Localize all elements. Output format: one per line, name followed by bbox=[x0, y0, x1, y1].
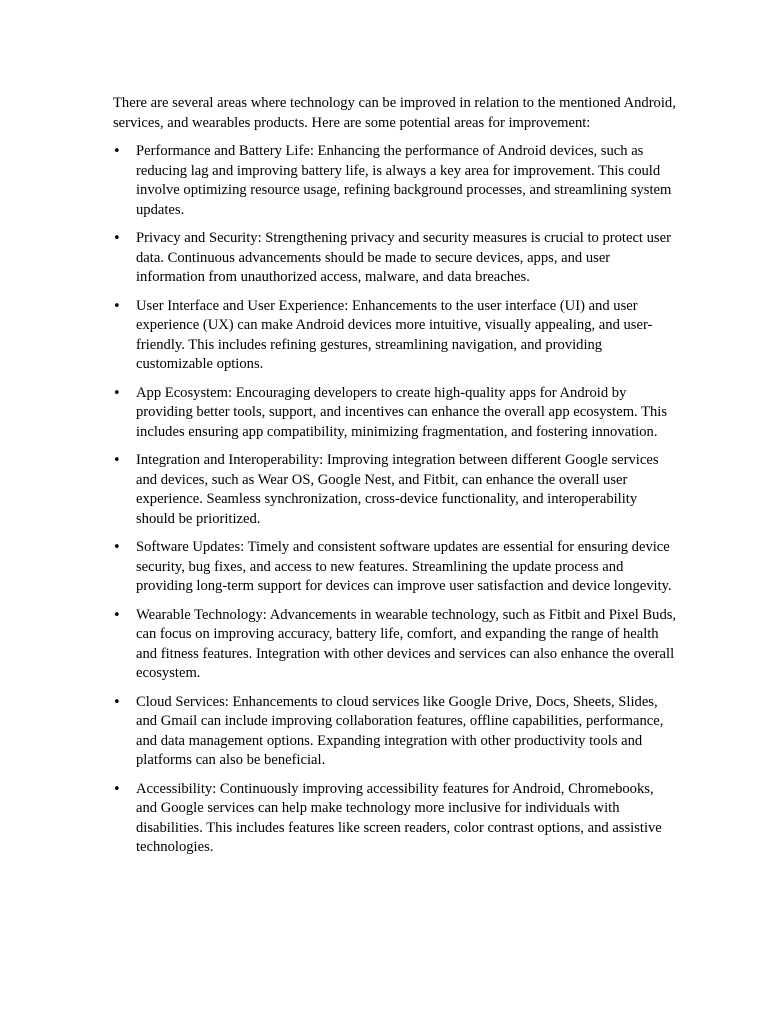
list-item-text: Performance and Battery Life: Enhancing the performance of Android devices, such as reducing lag and improving battery life, is always a key area for improvement. This could involve optimizing resource usage, refining background processes, and streamlining system updates. bbox=[136, 143, 672, 218]
list-item bbox=[113, 538, 678, 597]
list-item-text: Wearable Technology: Advancements in wearable technology, such as Fitbit and Pixel Buds, can focus on improving accuracy, battery life, comfort, and expanding the range of health and fitness features. Integration with other devices and services can also enhance the overall ecosystem. bbox=[136, 606, 677, 681]
improvement-list bbox=[113, 142, 678, 858]
bullet-icon: • bbox=[113, 540, 121, 555]
list-item-text: Software Updates: Timely and consistent software updates are essential for ensuring device security, bug fixes, and access to new features. Streamlining the update process and providing long-term support for devices can improve user satisfaction and device longevity. bbox=[136, 539, 672, 594]
list-item bbox=[113, 606, 678, 684]
list-item-text: Cloud Services: Enhancements to cloud services like Google Drive, Docs, Sheets, Slides, and Gmail can include improving collaboration features, offline capabilities, performance, and data management options. Expanding integration with other productivity tools and platforms can also be beneficial. bbox=[136, 693, 664, 768]
list-item bbox=[113, 384, 678, 443]
bullet-icon: • bbox=[113, 385, 121, 401]
list-item bbox=[113, 229, 678, 288]
bullet-icon: • bbox=[113, 607, 121, 623]
list-item-text: Privacy and Security: Strengthening privacy and security measures is crucial to protect user data. Continuous advancements should be made to secure devices, apps, and user information from unauthorized access, malware, and data breaches. bbox=[136, 230, 671, 285]
intro-paragraph: There are several areas where technology can be improved in relation to the mentioned Android, services, and wearables products. Here are some potential areas for improvement: bbox=[113, 95, 676, 131]
list-item bbox=[113, 693, 678, 771]
bullet-icon: • bbox=[113, 694, 121, 710]
list-item-text: Accessibility: Continuously improving accessibility features for Android, Chromebooks, and Google services can help make technology more inclusive for individuals with disabilities. This includes features like screen readers, color contrast options, and assistive technologies. bbox=[136, 780, 662, 855]
bullet-icon: • bbox=[113, 231, 121, 246]
bullet-icon: • bbox=[113, 144, 121, 159]
list-item bbox=[113, 780, 678, 858]
document-page bbox=[113, 94, 678, 867]
bullet-icon: • bbox=[113, 298, 121, 314]
list-item bbox=[113, 297, 678, 375]
list-item bbox=[113, 142, 678, 220]
list-item bbox=[113, 451, 678, 529]
list-item-text: Integration and Interoperability: Improving integration between different Google services and devices, such as Wear OS, Google Nest, and Fitbit, can enhance the overall user experience. Seamless synchronization, cross-device functionality, and interoperability should be prioritized. bbox=[136, 452, 659, 527]
bullet-icon: • bbox=[113, 781, 121, 797]
list-item-text: App Ecosystem: Encouraging developers to create high-quality apps for Android by providing better tools, support, and incentives can enhance the overall app ecosystem. This includes ensuring app compatibility, minimizing fragmentation, and fostering innovation. bbox=[136, 384, 668, 440]
bullet-icon: • bbox=[113, 453, 121, 468]
list-item-text: User Interface and User Experience: Enhancements to the user interface (UI) and user experience (UX) can make Android devices more intuitive, visually appealing, and user-friendly. This includes refining gestures, streamlining navigation, and providing customizable options. bbox=[136, 297, 653, 372]
